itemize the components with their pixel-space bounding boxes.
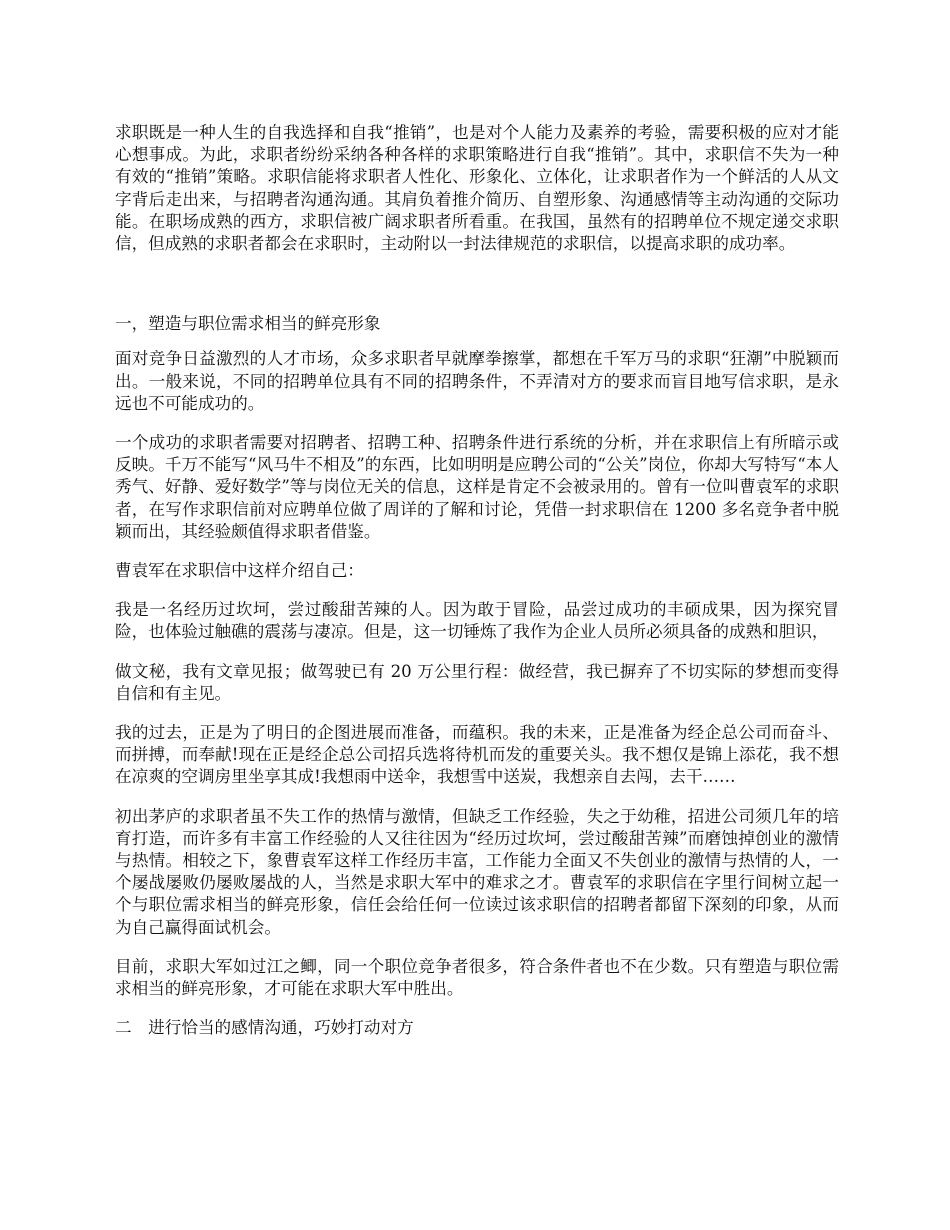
intro-paragraph: 求职既是一种人生的自我选择和自我“推销”，也是对个人能力及素养的考验，需要积极的应对才能心想事成。为此，求职者纷纷采纳各种各样的求职策略进行自我“推销”。其中，求职信不失为一种有效的“推销”策略。求职信能将求职者人性化、形象化、立体化，让求职者作为一个鲜活的人从文字背后走出来，与招聘者沟通沟通。其肩负着推介简历、自塑形象、沟通感情等主动沟通的交际功能。在职场成熟的西方，求职信被广阔求职者所看重。在我国，虽然有的招聘单位不规定递交求职信，但成熟的求职者都会在求职时，主动附以一封法律规范的求职信，以提高求职的成功率。: [115, 123, 839, 254]
paragraph: 目前，求职大军如过江之鲫，同一个职位竞争者很多，符合条件者也不在少数。只有塑造与职位需求相当的鲜亮形象，才可能在求职大军中胜出。: [115, 956, 839, 999]
paragraph: 一个成功的求职者需要对招聘者、招聘工种、招聘条件进行系统的分析，并在求职信上有所暗示或反映。千万不能写“风马牛不相及”的东西，比如明明是应聘公司的“公关”岗位，你却大写特写“本人秀气、好静、爱好数学”等与岗位无关的信息，这样是肯定不会被录用的。曾有一位叫曹袁军的求职者，在写作求职信前对应聘单位做了周详的了解和讨论，凭借一封求职信在 1200 多名竞争者中脱颖而出，其经验颇值得求职者借鉴。: [115, 433, 839, 541]
section-heading-1: 一，塑造与职位需求相当的鲜亮形象: [115, 314, 381, 334]
section-spacer: [115, 273, 839, 313]
paragraph: 我是一名经历过坎坷，尝过酸甜苦辣的人。因为敢于冒险，品尝过成功的丰硕成果，因为探究冒险，也体验过触礁的震荡与凄凉。但是，这一切锤炼了我作为企业人员所必须具备的成熟和胆识，: [115, 600, 839, 642]
paragraph: 面对竞争日益激烈的人才市场，众多求职者早就摩拳擦掌，都想在千军万马的求职“狂潮”中脱颖而出。一般来说，不同的招聘单位具有不同的招聘条件，不弄清对方的要求而盲目地写信求职，是永远也不可能成功的。: [115, 349, 839, 413]
paragraph: 做文秘，我有文章见报；做驾驶已有 20 万公里行程：做经营，我已摒弃了不切实际的梦想而变得自信和有主见。: [115, 661, 839, 703]
document-body: [115, 122, 839, 1053]
paragraph: 初出茅庐的求职者虽不失工作的热情与激情，但缺乏工作经验，失之于幼稚，招进公司须几年的培育打造，而许多有丰富工作经验的人又往往因为“经历过坎坷，尝过酸甜苦辣”而磨蚀掉创业的激情与热情。相较之下，象曹袁军这样工作经历丰富，工作能力全面又不失创业的激情与热情的人，一个屡战屡败仍屡败屡战的人，当然是求职大军中的难求之才。曹袁军的求职信在字里行间树立起一个与职位需求相当的鲜亮形象，信任会给任何一位读过该求职信的招聘者都留下深刻的印象，从而为自己赢得面试机会。: [115, 806, 839, 937]
paragraph: 曹袁军在求职信中这样介绍自己：: [115, 561, 364, 581]
paragraph: 我的过去，正是为了明日的企图进展而准备，而蕴积。我的未来，正是准备为经企总公司而奋斗、而拼搏，而奉献!现在正是经企总公司招兵选将待机而发的重要关头。我不想仅是锦上添花，我不想在凉爽的空调房里坐享其成!我想雨中送伞，我想雪中送炭，我想亲自去闯，去干……: [115, 723, 839, 787]
section-heading-2: 二 进行恰当的感情沟通，巧妙打动对方: [115, 1018, 414, 1038]
